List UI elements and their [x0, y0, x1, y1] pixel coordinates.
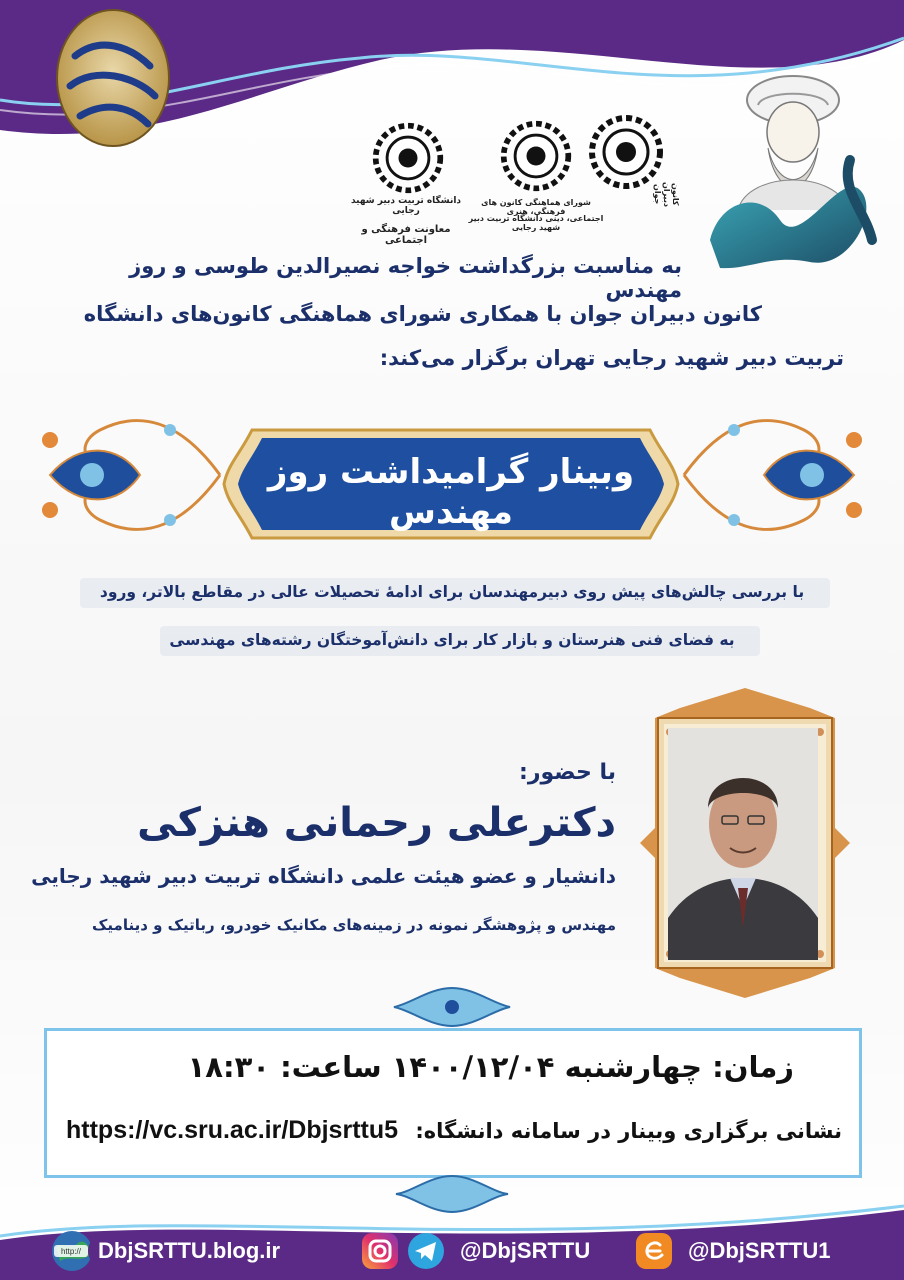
intro-line-2: کانون دبیران جوان با همکاری شورای هماهنگی کانون‌های دانشگاه — [83, 302, 762, 326]
event-time: زمان: چهارشنبه ۱۴۰۰/۱۲/۰۴ ساعت: ۱۸:۳۰ — [187, 1050, 794, 1084]
logo-council — [468, 118, 604, 232]
telegram-handle-text[interactable]: @DbjSRTTU — [460, 1238, 591, 1263]
rosette-logo-icon — [586, 112, 666, 192]
webinar-url-link[interactable]: https://vc.sru.ac.ir/Dbjsrttu5 — [66, 1116, 399, 1144]
intro-line-1: به مناسبت بزرگداشت خواجه نصیرالدین طوسی و روز مهندس — [129, 254, 682, 302]
mohandes-calligraphy — [690, 150, 890, 280]
description-line-1: با بررسی چالش‌های پیش روی دبیرمهندسان برای ادامهٔ تحصیلات عالی در مقاطع بالاتر، ورود — [99, 583, 805, 601]
rosette-logo-icon — [370, 120, 446, 196]
speaker-photo — [668, 728, 818, 960]
logo-caption-line2: اجتماعی، دینی دانشگاه تربیت دبیر شهید رجایی — [468, 214, 604, 232]
divider-ornament-icon — [390, 984, 514, 1030]
social-eitaa[interactable] — [634, 1234, 840, 1268]
address-label: نشانی برگزاری وبینار در سامانه دانشگاه: — [415, 1119, 842, 1143]
telegram-icon[interactable] — [406, 1231, 446, 1271]
calligraphy-badge — [50, 6, 176, 156]
webinar-title: وبینار گرامیداشت روز مهندس — [267, 452, 635, 532]
logo-caption: کانون دبیران جوان — [653, 182, 680, 207]
blog-link-text[interactable]: DbjSRTTU.blog.ir — [98, 1238, 281, 1263]
instagram-icon[interactable] — [360, 1231, 400, 1271]
logo-caption-line2: معاونت فرهنگی و اجتماعی — [361, 224, 451, 246]
person-portrait-icon — [668, 728, 818, 960]
eitaa-icon[interactable] — [634, 1231, 674, 1271]
logo-young-teachers — [586, 112, 680, 207]
rosette-logo-icon — [498, 118, 574, 194]
social-blog[interactable] — [50, 1234, 290, 1268]
social-instagram-telegram[interactable] — [360, 1234, 600, 1268]
description-line-2: به فضای فنی هنرستان و بازار کار برای دانش‌آموختگان رشته‌های مهندسی — [169, 631, 735, 649]
speaker-role-2: مهندس و پژوهشگر نمونه در زمینه‌های مکانیک خودرو، رباتیک و دینامیک — [92, 916, 616, 934]
logo-caption-line1: دانشگاه تربیت دبیر شهید رجایی — [350, 196, 462, 216]
logo-university — [352, 120, 462, 250]
logo-caption-line1: شورای هماهنگی کانون های فرهنگی، هنری — [481, 198, 591, 216]
intro-line-3: تربیت دبیر شهید رجایی تهران برگزار می‌کند: — [379, 346, 844, 370]
left-ornament-icon — [20, 400, 230, 550]
globe-label: http:// — [60, 1247, 82, 1256]
calligraphy-badge-text — [50, 146, 176, 147]
eitaa-handle-text[interactable]: @DbjSRTTU1 — [688, 1238, 831, 1263]
right-ornament-icon — [674, 400, 884, 550]
mohandes-word-text — [700, 270, 703, 271]
speaker-name: دکترعلی رحمانی هنزکی — [137, 800, 616, 846]
presence-label: با حضور: — [519, 760, 616, 785]
speaker-role-1: دانشیار و عضو هیئت علمی دانشگاه تربیت دبیر شهید رجایی — [31, 864, 616, 888]
